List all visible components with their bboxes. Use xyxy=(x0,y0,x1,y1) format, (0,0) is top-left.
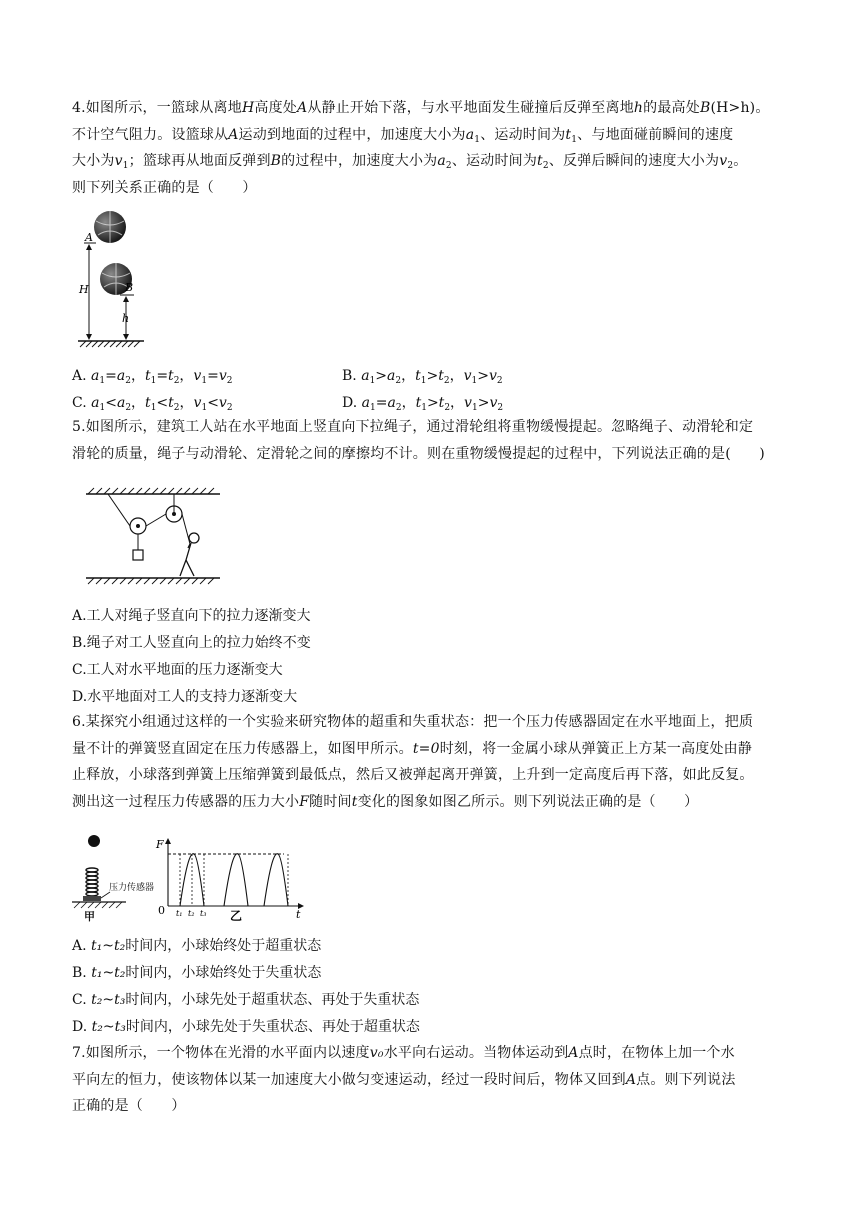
q4-line-3: 大小为$v_1$；篮球再从地面反弹到B的过程中，加速度大小为$a_2$、运动时间为$t_2$、反弹后瞬间的速度大小为$v_2$。 xyxy=(72,153,748,171)
q6-spring-figure xyxy=(70,832,160,922)
q7-line-3: 正确的是（ ） xyxy=(72,1098,186,1114)
q6-force-time-graph xyxy=(152,836,312,921)
q6-label-jia: 甲 xyxy=(84,910,95,923)
q4-option-b[interactable]: B. $a_1>a_2$，$t_1>t_2$，$v_1>v_2$ xyxy=(342,368,503,386)
q5-pulley-figure xyxy=(84,486,224,586)
q5-option-b[interactable]: B.绳子对工人竖直向上的拉力始终不变 xyxy=(72,635,311,651)
q4-basketball-figure xyxy=(70,205,150,350)
q6-tick-t1: t₁ xyxy=(176,909,183,918)
force-pulse-2 xyxy=(224,854,248,906)
q6-option-a[interactable]: A. t₁~t₂时间内，小球始终处于超重状态 xyxy=(72,938,322,954)
q6-option-d[interactable]: D. t₂~t₃时间内，小球先处于失重状态、再处于超重状态 xyxy=(72,1019,420,1035)
weight-icon xyxy=(133,534,143,560)
fixed-pulley-icon xyxy=(166,494,182,522)
q6-sensor-label: 压力传感器 xyxy=(109,883,155,893)
q5-option-d[interactable]: D.水平地面对工人的支持力逐渐变大 xyxy=(72,689,298,705)
q5-line-2: 滑轮的质量，绳子与动滑轮、定滑轮之间的摩擦均不计。则在重物缓慢提起的过程中，下列说法正确的是( ) xyxy=(72,445,765,462)
q6-line-1: 6.某探究小组通过这样的一个实验来研究物体的超重和失重状态：把一个压力传感器固定在水平地面上，把质 xyxy=(72,714,754,730)
q6-line-4: 测出这一过程压力传感器的压力大小F随时间t变化的图象如图乙所示。则下列说法正确的是（ ） xyxy=(72,793,699,810)
q4-line-2: 不计空气阻力。设篮球从A运动到地面的过程中，加速度大小为$a_1$、运动时间为$t_1$、与地面碰前瞬间的速度 xyxy=(72,126,734,145)
metal-ball-icon xyxy=(88,835,100,847)
movable-pulley-icon xyxy=(130,518,146,534)
q4-line-1: 4.如图所示，一篮球从离地H高度处A从静止开始下落，与水平地面发生碰撞后反弹至离地h的最高处B(H>h)。 xyxy=(72,100,770,116)
q4-fig-label-small-h: h xyxy=(122,312,130,325)
q7-line-1: 7.如图所示，一个物体在光滑的水平面内以速度v₀水平向右运动。当物体运动到A点时，在物体上加一个水 xyxy=(72,1045,735,1061)
q5-line-1: 5.如图所示，建筑工人站在水平地面上竖直向下拉绳子，通过滑轮组将重物缓慢提起。忽略绳子、动滑轮和定 xyxy=(72,419,754,435)
ball-a-icon xyxy=(94,211,126,243)
q4-fig-label-big-h: H xyxy=(79,283,89,296)
q6-axis-t: t xyxy=(296,908,301,921)
q4-option-a[interactable]: A. $a_1=a_2$，$t_1=t_2$，$v_1=v_2$ xyxy=(72,368,233,386)
pressure-sensor-icon xyxy=(83,896,101,901)
q4-option-c[interactable]: C. $a_1<a_2$，$t_1<t_2$，$v_1<v_2$ xyxy=(72,395,233,413)
spring-icon xyxy=(86,868,98,896)
q4-fig-label-a: A xyxy=(85,231,93,244)
q7-line-2: 平向左的恒力，使该物体以某一加速度大小做匀变速运动，经过一段时间后，物体又回到A点。则下列说法 xyxy=(72,1071,736,1088)
question-5-stem xyxy=(72,414,792,467)
q4-line-4: 则下列关系正确的是（ ） xyxy=(72,179,257,196)
question-6-stem xyxy=(72,709,792,815)
q6-axis-f: F xyxy=(156,838,164,851)
q6-option-c[interactable]: C. t₂~t₃时间内，小球先处于超重状态、再处于失重状态 xyxy=(72,992,420,1008)
question-7-stem xyxy=(72,1040,792,1120)
q6-option-b[interactable]: B. t₁~t₂时间内，小球始终处于失重状态 xyxy=(72,965,322,981)
worker-icon xyxy=(180,533,199,576)
q6-tick-t2: t₂ xyxy=(188,909,195,918)
q5-option-a[interactable]: A.工人对绳子竖直向下的拉力逐渐变大 xyxy=(72,608,311,624)
q6-line-3: 止释放，小球落到弹簧上压缩弹簧到最低点，然后又被弹起离开弹簧，上升到一定高度后再下落，如此反复。 xyxy=(72,767,754,783)
q6-origin: 0 xyxy=(158,904,165,917)
force-pulse-3 xyxy=(264,854,288,906)
q5-option-c[interactable]: C.工人对水平地面的压力逐渐变大 xyxy=(72,662,283,678)
q6-label-yi: 乙 xyxy=(230,909,243,923)
q4-option-d[interactable]: D. $a_1=a_2$，$t_1>t_2$，$v_1>v_2$ xyxy=(342,395,504,413)
q4-fig-label-b: B xyxy=(125,281,134,294)
question-4-stem xyxy=(72,95,792,201)
q6-tick-t3: t₃ xyxy=(200,909,207,918)
q6-line-2: 量不计的弹簧竖直固定在压力传感器上，如图甲所示。t=0时刻，将一金属小球从弹簧正上方某一高度处由静 xyxy=(72,740,753,757)
